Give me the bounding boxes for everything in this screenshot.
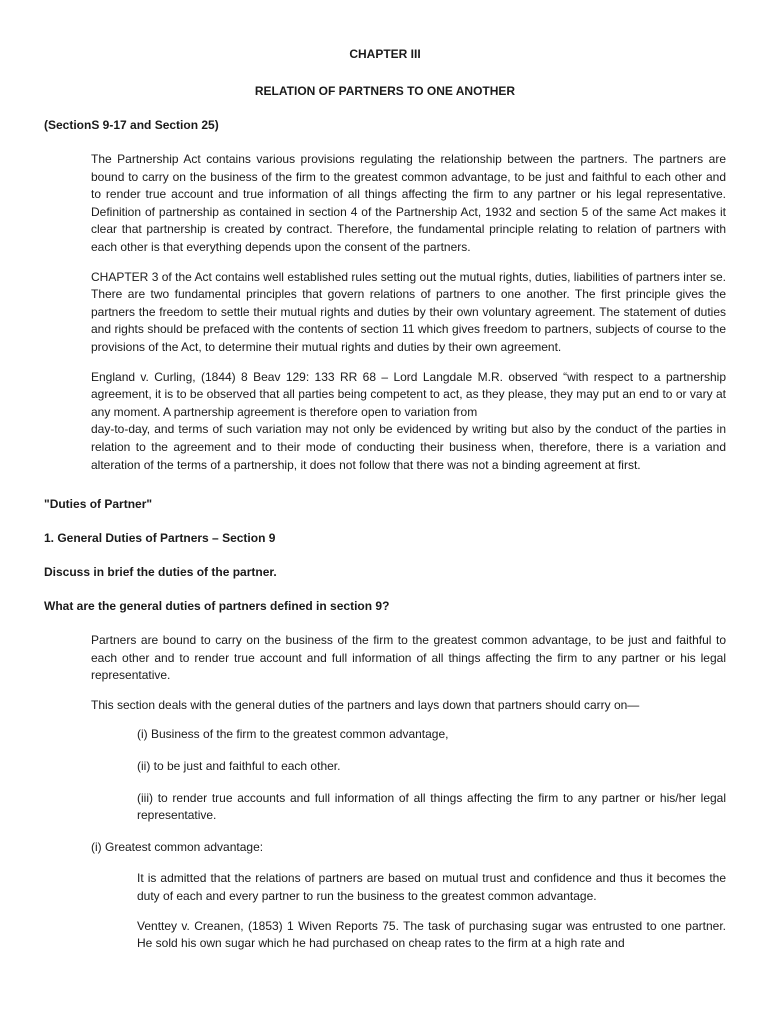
question-2: What are the general duties of partners defined in section 9? bbox=[44, 599, 390, 614]
section9-summary: This section deals with the general duties of the partners and lays down that partners should carry on— bbox=[91, 697, 640, 712]
chapter-label: CHAPTER III bbox=[349, 47, 421, 61]
duty-item-3: (iii) to render true accounts and full information of all things affecting the firm to any partner or his/her legal representative. bbox=[137, 790, 726, 823]
case-paragraph-part2: day-to-day, and terms of such variation may not only be evidenced by writing but also by the conduct of the parties in relation to the agreement and to their mode of conducting their business when, therefore, there is a variation and alteration of the terms of a partnership, it does not follow that there was not a binding agreement at first. bbox=[91, 422, 726, 472]
venttey-case-paragraph: Venttey v. Creanen, (1853) 1 Wiven Reports 75. The task of purchasing sugar was entrusted to one partner. He sold his own sugar which he had purchased on cheap rates to the firm at a high rate and bbox=[137, 918, 726, 951]
duties-heading: "Duties of Partner" bbox=[44, 497, 153, 512]
subheading-greatest-common-advantage: (i) Greatest common advantage: bbox=[91, 839, 264, 854]
duty-item-2: (ii) to be just and faithful to each other. bbox=[137, 759, 341, 774]
section9-heading: 1. General Duties of Partners – Section 9 bbox=[44, 531, 276, 546]
question-1: Discuss in brief the duties of the partner. bbox=[44, 565, 277, 580]
advantage-paragraph: It is admitted that the relations of partners are based on mutual trust and confidence and thus it becomes the duty of each and every partner to run the business to the greatest common advantage. bbox=[137, 871, 726, 904]
case-paragraph-part1: England v. Curling, (1844) 8 Beav 129: 133 RR 68 – Lord Langdale M.R. observed “with respect to a partnership agreement, it is to be observed that all parties being competent to act, as they please, they may put an end to or vary at any moment. A partnership agreement is therefore open to variation from bbox=[91, 369, 726, 419]
duty-item-1: (i) Business of the firm to the greatest common advantage, bbox=[137, 727, 449, 742]
sections-reference: (SectionS 9-17 and Section 25) bbox=[44, 118, 219, 132]
chapter-title: RELATION OF PARTNERS TO ONE ANOTHER bbox=[254, 84, 516, 98]
section9-paragraph: Partners are bound to carry on the business of the firm to the greatest common advantage, to be just and faithful to each other and to render true account and full information of all things affecting the firm to any partner or his legal representative. bbox=[91, 633, 726, 683]
chapter3-paragraph: CHAPTER 3 of the Act contains well established rules setting out the mutual rights, duties, liabilities of partners inter se. There are two fundamental principles that govern relations of partners to one another. The first principle gives the partners the freedom to settle their mutual rights and duties by their own voluntary agreement. The statement of duties and rights should be prefaced with the contents of section 11 which gives freedom to partners, subjects of course to the provisions of the Act, to determine their mutual rights and duties by their own agreement. bbox=[91, 269, 726, 354]
intro-paragraph: The Partnership Act contains various provisions regulating the relationship between the partners. The partners are bound to carry on the business of the firm to the greatest common advantage, to be just and faithful to each other and to render true account and true information of all things affecting the firm to any partner or his legal representative. Definition of partnership as contained in section 4 of the Partnership Act, 1932 and section 5 of the same Act makes it clear that partnership is created by contract. Therefore, the fundamental principle relating to relation of partners with each other is that everything depends upon the consent of the partners. bbox=[91, 152, 726, 254]
